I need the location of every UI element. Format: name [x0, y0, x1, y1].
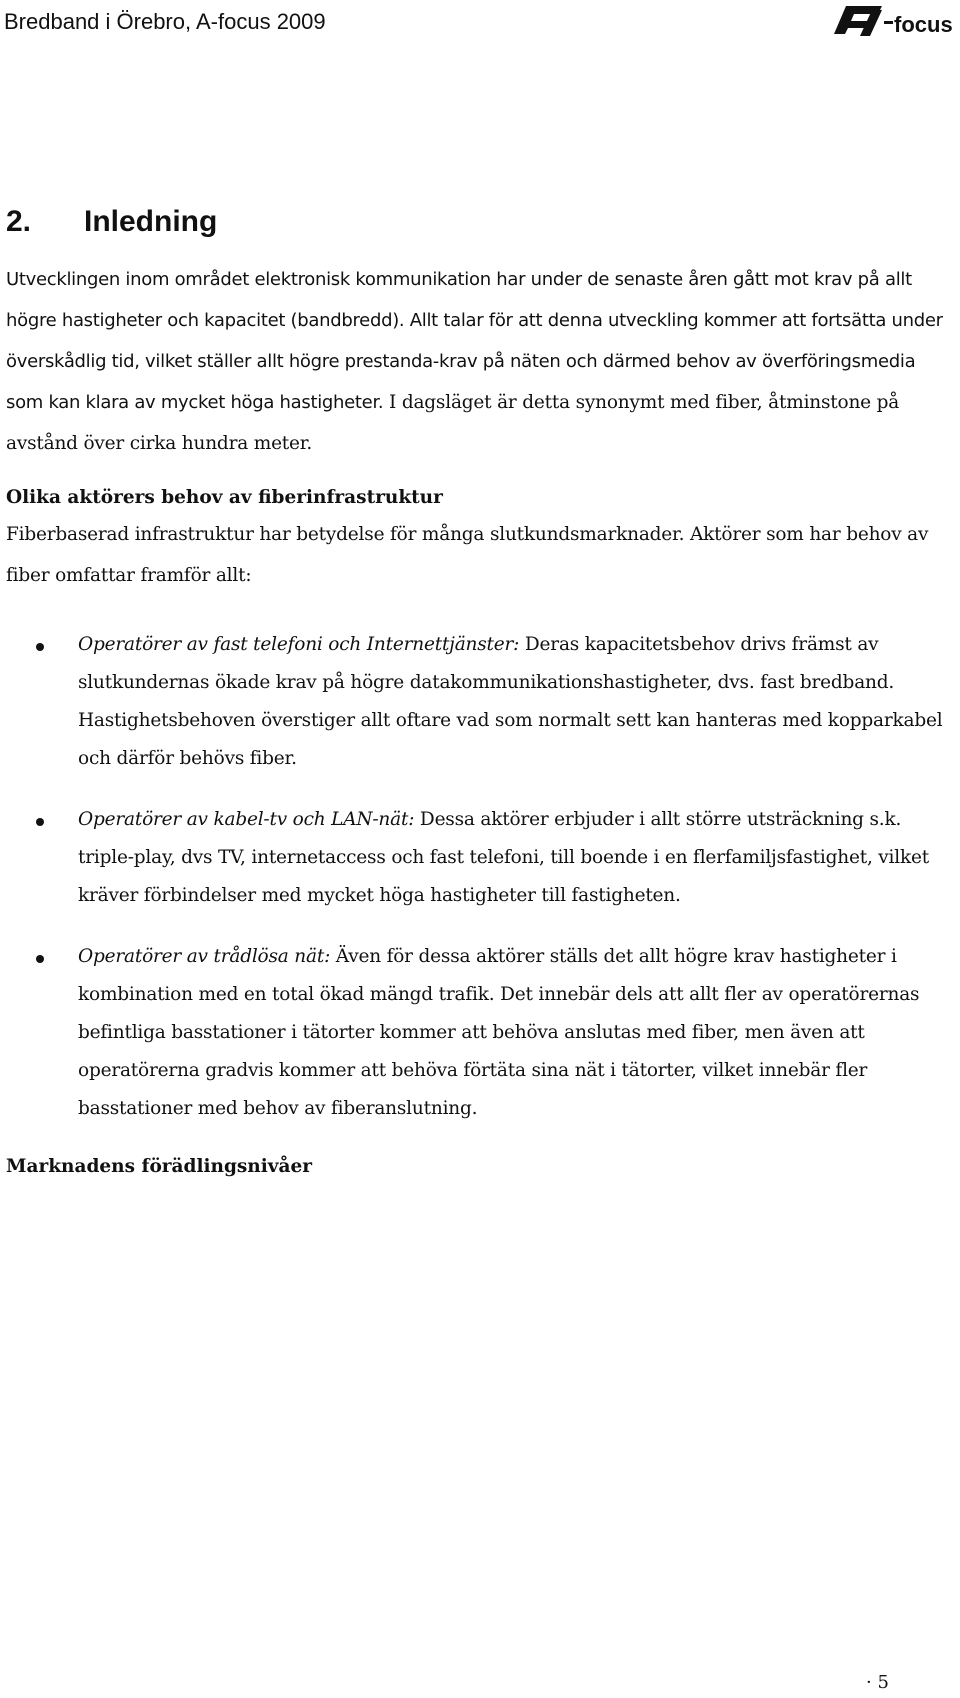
list-item-lead: Operatörer av kabel-tv och LAN-nät: — [78, 809, 415, 830]
document-body — [6, 205, 946, 1183]
intro-paragraph — [6, 259, 946, 464]
operator-list — [6, 626, 946, 1128]
page-number-value: 5 — [877, 1672, 889, 1693]
section-paragraph: Fiberbaserad infrastruktur har betydelse för många slutkundsmarknader. Aktörer som har behov av fiber omfattar framför allt: — [6, 524, 929, 586]
list-item-body: Dessa aktörer erbjuder i allt större utsträckning s.k. triple-play, dvs TV, internetaccess och fast telefoni, till boende i en flerfamiljsfastighet, vilket kräver förbindelser med mycket höga hastigheter till fastigheten. — [78, 809, 929, 906]
bullet-dot-icon — [36, 818, 44, 826]
list-item-text — [78, 938, 946, 1128]
chapter-heading — [6, 205, 946, 239]
list-item — [6, 626, 946, 778]
list-item-lead: Operatörer av trådlösa nät: — [78, 946, 331, 967]
page-header — [0, 0, 960, 50]
list-item-text — [78, 801, 946, 915]
svg-text:focus: focus — [894, 12, 953, 37]
list-item-lead: Operatörer av fast telefoni och Internettjänster: — [78, 634, 520, 655]
intro-text-serif: I dagsläget är detta synonymt med fiber, åtminstone på avstånd över cirka hundra meter. — [6, 392, 900, 454]
intro-text-sans: Utvecklingen inom området elektronisk kommunikation har under de senaste åren gått mot krav på allt högre hastigheter och kapacitet (bandbredd). Allt talar för att denna utveckling kommer att fortsätta under överskådlig tid, vilket ställer allt högre prestanda-krav på näten och därmed behov av överföringsmedia som kan klara av mycket höga hastigheter. — [6, 269, 943, 413]
a-focus-logo — [824, 2, 958, 40]
page-number: · 5 — [866, 1672, 889, 1693]
chapter-number: 2. — [6, 205, 32, 238]
list-item-text — [78, 626, 946, 778]
bullet-dot-icon — [36, 643, 44, 651]
header-title: Bredband i Örebro, A-focus 2009 — [4, 9, 326, 34]
list-item-body: Även för dessa aktörer ställs det allt högre krav hastigheter i kombination med en total ökad mängd trafik. Det innebär dels att allt fler av operatörernas befintliga basstationer i tätorter kommer att behöva anslutas med fiber, men även att operatörerna gradvis kommer att behöva förtäta sina nät i tätorter, vilket innebär fler basstationer med behov av fiberanslutning. — [78, 946, 920, 1119]
chapter-title: Inledning — [84, 205, 218, 238]
list-item — [6, 801, 946, 915]
list-item-body: Deras kapacitetsbehov drivs främst av slutkundernas ökade krav på högre datakommunikationshastigheter, dvs. fast bredband. Hastighetsbehoven överstiger allt oftare vad som normalt sett kan hanteras med kopparkabel och därför behövs fiber. — [78, 634, 943, 769]
section-heading-fiber-needs: Olika aktörers behov av fiberinfrastruktur — [6, 487, 443, 508]
list-item — [6, 938, 946, 1128]
section-heading-market-levels: Marknadens förädlingsnivåer — [6, 1156, 313, 1177]
bullet-dot-icon — [36, 955, 44, 963]
